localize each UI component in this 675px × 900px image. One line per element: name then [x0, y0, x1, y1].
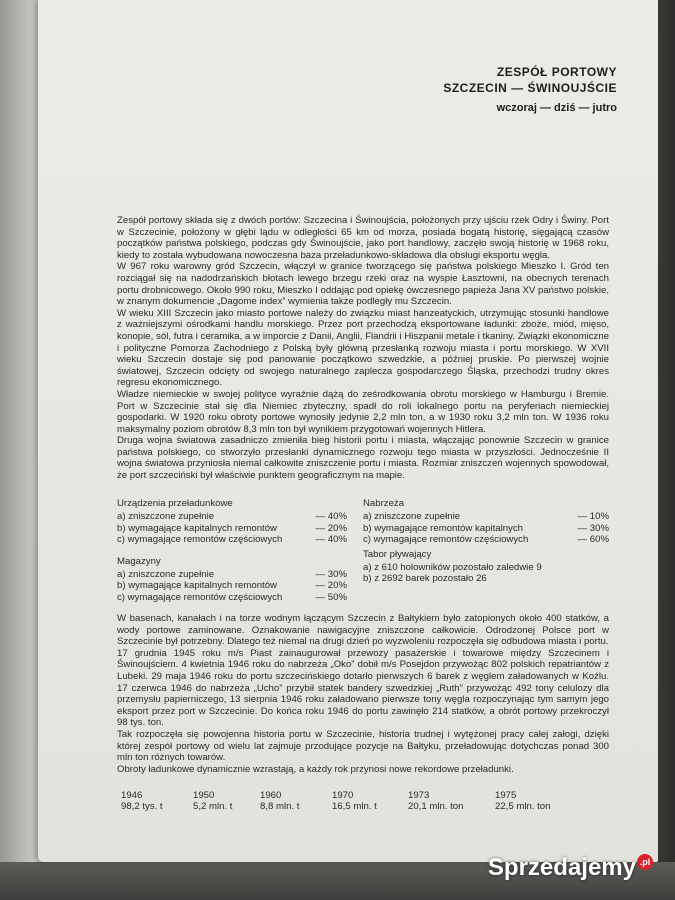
list-item: [117, 511, 347, 522]
stat-item: [260, 790, 299, 812]
list-item: [117, 569, 347, 580]
paragraph: Tak rozpoczęła się powojenna historia portu w Szczecinie, historia trudnej i wytężonej pracy całej załogi, dzięki której zespół portowy od wielu lat zajmuje przodujące pozycje na Bałtyku, przeładowując dotychczas ponad 300 mln ton różnych towarów.: [117, 728, 609, 764]
watermark-logo: [488, 854, 653, 882]
paragraph: Zespół portowy składa się z dwóch portów: Szczecina i Świnoujścia, położonych przy ujściu rzek Odry i Świny. Port w Szczecinie, położony w głębi lądu w odległości 65 km od morza, posiada bogatą historię, sięgającą czasów początków państwa polskiego, podczas gdy Świnoujście, jako port handlowy, zaczęło swoją historię w 1968 roku, kiedy to została wybudowana nowoczesna baza przeładunkowo-składowa dla obsługi eksportu węgla.: [117, 215, 609, 261]
stat-value: 20,1 mln. ton: [408, 801, 464, 812]
list-title-magazyny: Magazyny: [117, 555, 161, 567]
heading-line-1: ZESPÓŁ PORTOWY: [496, 65, 617, 79]
list-item-label: b) wymagające remontów kapitalnych: [363, 522, 523, 534]
list-item-label: c) wymagające remontów częściowych: [117, 534, 283, 546]
stat-year: 1960: [260, 790, 282, 801]
list-item-value: — 60%: [577, 534, 609, 546]
stat-year: 1975: [495, 790, 517, 801]
stat-value: 22,5 mln. ton: [495, 801, 551, 812]
list-item: [117, 534, 347, 545]
cargo-stats-row: [117, 790, 609, 814]
list-item: [363, 534, 609, 545]
heading-subtitle: wczoraj — dziś — jutro: [496, 102, 617, 114]
paragraph: Obroty ładunkowe dynamicznie wzrastają, a każdy rok przynosi nowe rekordowe przeładunki.: [117, 763, 514, 775]
list-item-value: — 50%: [315, 591, 347, 603]
list-item-label: a) zniszczone zupełnie: [117, 569, 215, 581]
list-item: [117, 592, 347, 603]
stat-item: [495, 790, 550, 812]
list-item-label: c) wymagające remontów częściowych: [363, 534, 529, 546]
list-item: [363, 523, 609, 534]
list-item-label: b) wymagające kapitalnych remontów: [117, 580, 277, 592]
damage-list-right: [363, 498, 609, 585]
list-item: b) z 2692 barek pozostało 26: [363, 573, 487, 585]
list-item-label: c) wymagające remontów częściowych: [117, 591, 283, 603]
list-item-label: a) zniszczone zupełnie: [117, 511, 215, 523]
list-item-value: — 40%: [315, 511, 347, 523]
list-item: [117, 523, 347, 534]
paragraph: 17 grudnia 1945 roku m/s Piast zainaugurował przewozy pasażerskie i towarowe między Szczecinem i Świnoujściem. 4 kwietnia 1946 roku do nabrzeża „Oko” dobił m/s Posejdon przywożąc 802 polskich repatriantów z Lubeki. 29 maja 1946 roku do portu szczecińskiego dotarło pierwszych 6 barek z węglem załadowanych w Koźlu. 17 czerwca 1946 do nabrzeża „Ucho” przybił statek bandery szwedzkiej „Ruth” przywożąc 492 tony celulozy dla przemysłu papierniczego, 13 sierpnia 1946 roku załadowano pierwsze tony węgla rozpoczynając tym samym jego eksport przez port w Szczecinie. Do końca roku 1946 do portu zawinęło 214 statków, a obrót portowy przekroczył 98 tys. ton.: [117, 647, 609, 729]
stat-item: [332, 790, 377, 812]
list-title-tabor: Tabor pływający: [363, 548, 432, 560]
list-title-nabrzeza: Nabrzeża: [363, 498, 405, 509]
heading-line-2: SZCZECIN — ŚWINOUJŚCIE: [443, 81, 617, 95]
stat-year: 1950: [193, 790, 215, 801]
list-item-label: b) wymagające kapitalnych remontów: [117, 522, 277, 534]
stat-year: 1973: [408, 790, 430, 801]
stat-year: 1970: [332, 790, 354, 801]
stat-item: [408, 790, 463, 812]
paragraph: Władze niemieckie w swojej polityce wyraźnie dążą do ześrodkowania obrotu morskiego w Hamburgu i Bremie. Port w Szczecinie stał się dla Niemiec zbyteczny, spadł do roli lokalnego portu na peryferiach niemieckiej gospodarki. W 1920 roku obroty portowe wynosiły jedynie 2,2 mln ton, a w 1930 roku 3,2 mln ton. W 1936 roku maksymalny poziom obrotów 8,3 mln ton był wynikiem przygotowań wojennych Hitlera.: [117, 388, 609, 435]
list-item: [363, 511, 609, 522]
list-item-value: — 30%: [577, 522, 609, 534]
list-title-urzadzenia: Urządzenia przeładunkowe: [117, 498, 233, 509]
list-item-value: — 40%: [315, 534, 347, 546]
paragraph: Druga wojna światowa zasadniczo zmieniła bieg historii portu i miasta, włączając ponownie Szczecin w granice państwa polskiego, co stworzyło przesłanki dynamicznego rozwoju tego miasta w przyszłości. Jednocześnie II wojna światowa przyniosła niemal całkowite zniszczenie portu i miasta. Rozmiar zniszczeń wojennych spowodował, że port szczeciński był właściwie punktem geograficznym na mapie.: [117, 435, 609, 482]
stat-value: 8,8 mln. t: [260, 801, 300, 812]
paragraph: W wieku XIII Szczecin jako miasto portowe należy do związku miast hanzeatyckich, utrzymując stosunki handlowe z ważniejszymi ośrodkami handlu morskiego. Przez port przechodzą eksportowane ładunki: zboże, miód, mięso, konopie, sól, futra i ceramika, a w imporcie z Danii, Anglii, Flandrii i Hiszpanii metale i tkaniny. Związki ekonomiczne i polityczne Pomorza Zachodniego z Polską były główną przesłanką rozwoju miasta i portu morskiego. W XVII wieku Szczecin dostaje się pod panowanie początkowo szwedzkie, a później pruskie. Po pierwszej wojnie światowej, Szczecin odcięty od swojego naturalnego zaplecza gospodarczego Śląska, przechodzi trudny okres regresu ekonomicznego.: [117, 307, 609, 389]
stat-value: 16,5 mln. t: [332, 801, 377, 812]
list-item-value: — 10%: [577, 511, 609, 523]
document-heading: [443, 64, 617, 117]
background-shadow-right: [658, 0, 675, 900]
damage-list-left: [117, 498, 347, 603]
paragraph: W 967 roku warowny gród Szczecin, włączył w granice tworzącego się państwa polskiego Mieszko I. Gród ten rozciągał się na nadodrzańskich błotach lewego brzegu rzeki oraz na wyspie Łasztowni, na obecnych terenach portu drobnicowego. Około 990 roku, Mieszko I oddając pod opiekę ówczesnego papieża Jana XV państwo polskie, w znanym dokumencie „Dagome index” wymienia także podległy mu Szczecin.: [117, 261, 609, 308]
watermark-text: Sprzedajemy: [487, 854, 636, 881]
list-item: a) z 610 holowników pozostało zaledwie 9: [363, 562, 542, 574]
body-text-top: [117, 215, 609, 482]
stat-item: [121, 790, 163, 812]
stat-value: 98,2 tys. t: [121, 801, 163, 812]
list-item: [117, 580, 347, 591]
stat-item: [193, 790, 232, 812]
watermark-suffix: .pl: [637, 854, 653, 870]
body-text-bottom: [117, 613, 609, 775]
list-item-value: — 30%: [315, 569, 347, 581]
stat-value: 5,2 mln. t: [193, 801, 233, 812]
damage-lists: [117, 498, 609, 608]
list-item-label: a) zniszczone zupełnie: [363, 511, 461, 523]
list-item-value: — 20%: [315, 580, 347, 592]
paragraph: W basenach, kanałach i na torze wodnym łączącym Szczecin z Bałtykiem było zatopionych około 400 statków, a wody portowe zaminowane. Oznakowanie nawigacyjne zniszczone całkowicie. Odrodzonej Polsce port w Szczecinie był potrzebny. Dlatego też niemal na drugi dzień po wyzwoleniu rozpoczęła się odbudowa miasta i portu.: [117, 613, 609, 648]
list-item-value: — 20%: [315, 522, 347, 534]
stat-year: 1946: [121, 790, 143, 801]
